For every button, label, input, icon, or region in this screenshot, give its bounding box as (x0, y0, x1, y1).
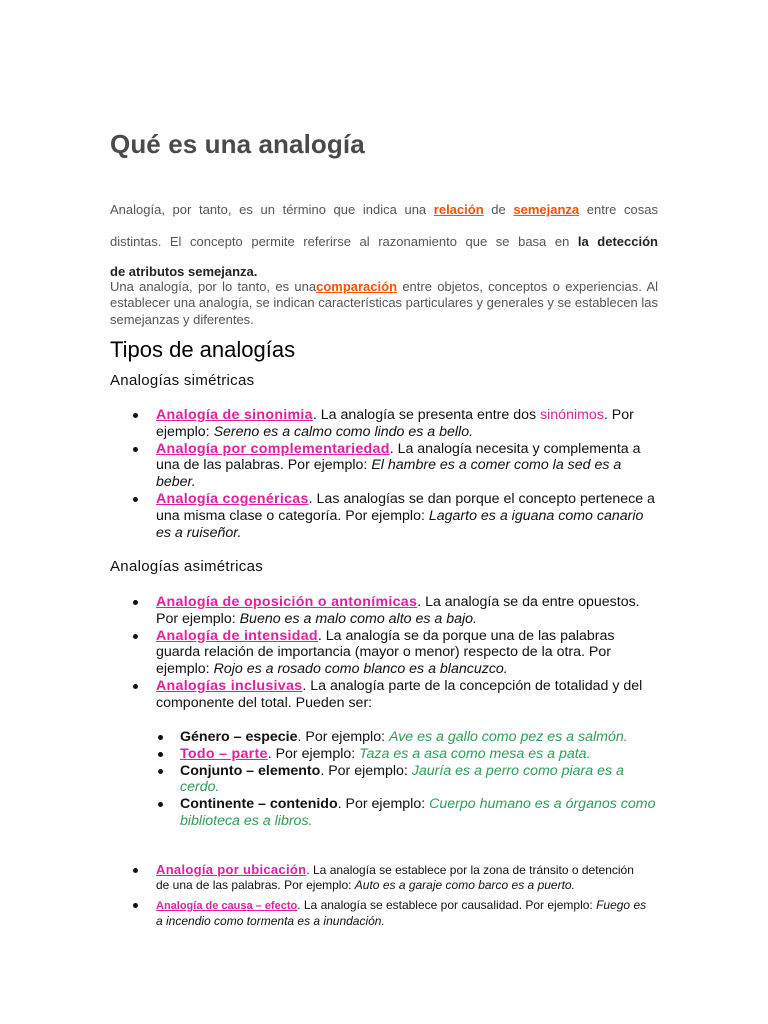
item-text: . Por ejemplo: (297, 729, 389, 745)
item-text: . Las analogías se dan porque el concepto pertenece a una misma clase o categoría. Por ejemplo: (156, 490, 655, 524)
sinonimos-link[interactable]: sinónimos (540, 407, 604, 423)
sub-list-item (155, 796, 660, 830)
sub-list-item (155, 746, 660, 763)
example-text: Taza es a asa como mesa es a pata. (359, 745, 591, 762)
item-text: . Por ejemplo: (337, 796, 430, 813)
item-text: . Por ejemplo: (320, 762, 412, 779)
intro-text: distintas. El concepto permite referirse al razonamiento que se basa en (110, 234, 578, 249)
intro-text: Una analogía, por lo tanto, es una (110, 279, 317, 294)
page-title: Qué es una analogía (110, 129, 365, 159)
sub-list-item (155, 763, 660, 797)
item-text: . La analogía se establece por la zona de tránsito o detención de una de las palabras. Por ejemplo: (156, 863, 634, 892)
item-text: . La analogía se da entre opuestos. Por ejemplo: (156, 594, 640, 627)
intro-paragraph-2 (110, 279, 658, 328)
example-text: Rojo es a rosado como blanco es a blancuzco. (213, 661, 508, 678)
intro-text: de (483, 202, 514, 217)
item-text: . Por ejemplo: (267, 745, 360, 762)
intro-line-3 (110, 264, 658, 280)
list-item (130, 678, 660, 712)
item-text: . La analogía se presenta entre dos (312, 407, 541, 423)
example-text: Bueno es a malo como alto es a bajo. (239, 610, 477, 627)
item-text: . Por ejemplo: (156, 407, 634, 440)
todo-parte-link[interactable]: Todo – parte (180, 745, 268, 762)
example-text: Ave es a gallo como pez es a salmón. (389, 729, 628, 745)
intro-bold: la detección (577, 234, 658, 249)
item-text: . La analogía necesita y complementa a una de las palabras. Por ejemplo: (156, 440, 641, 474)
intro-text: entre objetos, conceptos o experiencias. Al establecer una analogía, se indican características particulares y generales y se establecen las semejanzas y diferentes. (110, 279, 658, 327)
oposicion-link[interactable]: Analogía de oposición o antonímicas (156, 594, 418, 610)
sub-label: Continente – contenido (180, 796, 338, 813)
heading-simetricas: Analogías simétricas (110, 372, 255, 389)
list-item (130, 863, 650, 892)
list-item (130, 491, 660, 541)
inclusivas-link[interactable]: Analogías inclusivas (156, 677, 303, 694)
intro-line-1 (110, 201, 658, 219)
sub-label: Conjunto – elemento (180, 762, 321, 779)
inclusivas-sublist (155, 729, 660, 830)
example-text: Lagarto es a iguana como canario es a ruiseñor. (156, 507, 644, 541)
example-text: Fuego es a incendio como tormenta es a inundación. (156, 898, 647, 928)
example-text: El hambre es a comer como la sed es a beber. (156, 457, 622, 491)
otros-list (130, 863, 650, 928)
intensidad-link[interactable]: Analogía de intensidad (156, 627, 318, 644)
list-item (130, 898, 650, 928)
intro-bold: de atributos semejanza. (110, 264, 258, 279)
simetricas-list (130, 407, 660, 541)
ubicacion-link[interactable]: Analogía por ubicación (156, 862, 307, 877)
example-text: Sereno es a calmo como lindo es a bello. (213, 423, 474, 440)
list-item (130, 594, 660, 628)
item-text: . La analogía se da porque una de las palabras guarda relación de importancia (mayor o menor) respecto de la otra. Por ejemplo: (156, 627, 615, 678)
intro-line-2 (110, 233, 658, 251)
sub-list-item (155, 729, 660, 746)
causa-efecto-link[interactable]: Analogía de causa – efecto (156, 900, 298, 912)
item-text: . La analogía parte de la concepción de totalidad y del componente del total. Pueden ser: (156, 677, 643, 711)
asimetricas-list (130, 594, 660, 712)
section-heading-tipos: Tipos de analogías (110, 337, 296, 362)
heading-asimetricas: Analogías asimétricas (110, 558, 264, 575)
item-text: . La analogía se establece por causalidad. Por ejemplo: (297, 898, 597, 912)
complementariedad-link[interactable]: Analogía por complementariedad (156, 440, 390, 457)
list-item (130, 628, 660, 678)
example-text: Auto es a garaje como barco es a puerto. (354, 877, 575, 892)
intro-text: Analogía, por tanto, es un término que indica una (110, 202, 434, 217)
semejanza-link[interactable]: semejanza (513, 202, 580, 217)
intro-text: entre cosas (579, 202, 658, 217)
cogenericas-link[interactable]: Analogía cogenéricas (156, 490, 309, 507)
comparacion-link[interactable]: comparación (316, 279, 398, 294)
example-text: Jauría es a perro como piara es a cerdo. (180, 762, 624, 796)
example-text: Cuerpo humano es a órganos como biblioteca es a libros. (180, 796, 656, 829)
list-item (130, 407, 660, 441)
sinonimia-link[interactable]: Analogía de sinonimia (156, 407, 313, 423)
relacion-link[interactable]: relación (433, 202, 484, 217)
list-item (130, 441, 660, 491)
sub-label: Género – especie (180, 729, 298, 745)
